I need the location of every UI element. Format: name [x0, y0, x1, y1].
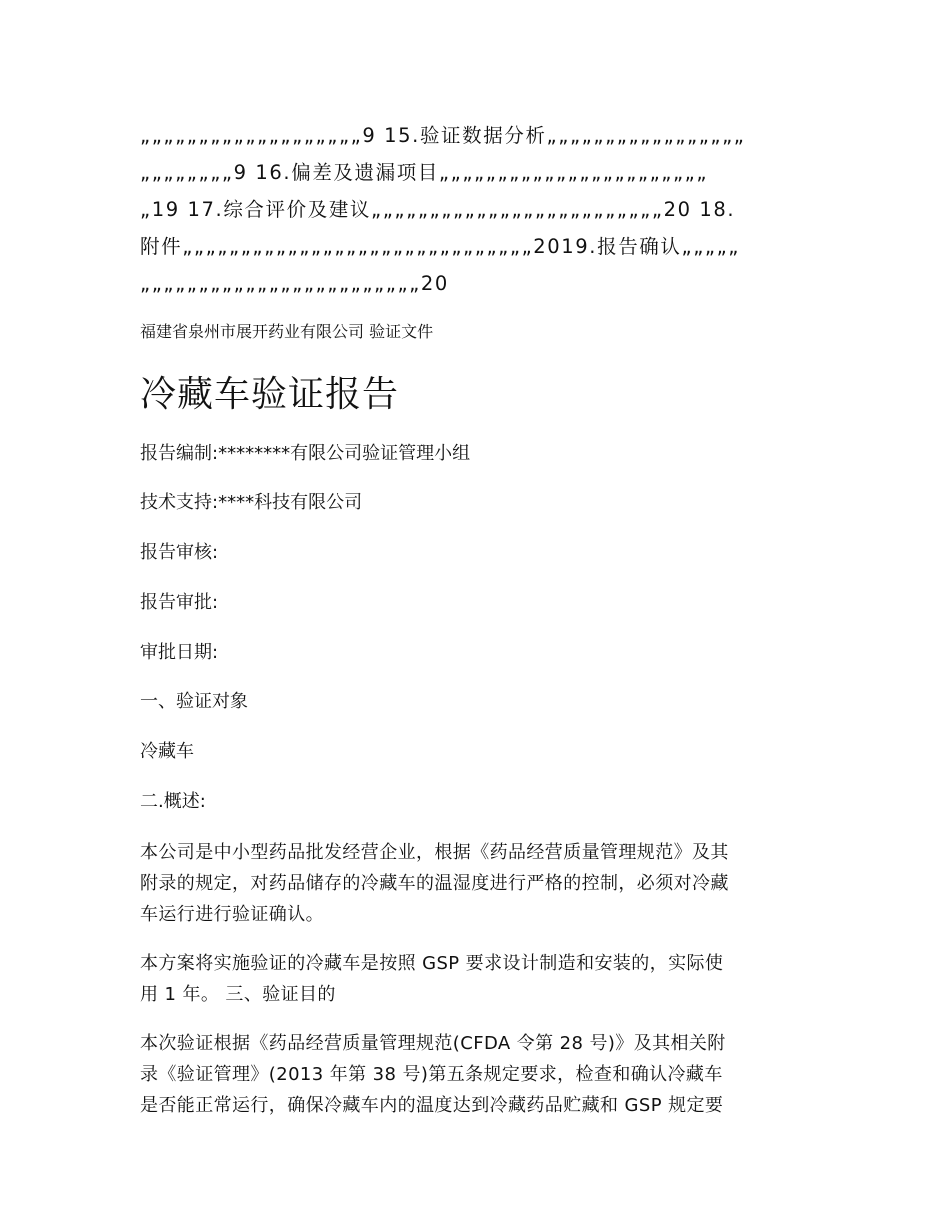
paragraph-line: 是否能正常运行，确保冷藏车内的温度达到冷藏药品贮藏和 GSP 规定要 — [140, 1095, 724, 1116]
purpose-paragraph — [140, 1028, 820, 1121]
toc-line: 附件„„„„„„„„„„„„„„„„„„„„„„„„„„„„„„2019.报告确认„„„„„ — [140, 235, 741, 258]
report-editor: 报告编制:********有限公司验证管理小组 — [140, 443, 471, 464]
report-review: 报告审核: — [140, 542, 219, 563]
section-heading: 二.概述: — [140, 791, 206, 812]
paragraph-line: 本方案将实施验证的冷藏车是按照 GSP 要求设计制造和安装的，实际使 — [140, 953, 724, 974]
toc-line: „„„„„„„„„„„„„„„„„„„9 15.验证数据分析„„„„„„„„„„„„„„„„„ — [140, 124, 746, 147]
section-body: 冷藏车 — [140, 741, 194, 762]
company-header: 福建省泉州市展开药业有限公司 验证文件 — [140, 322, 434, 341]
section-heading: 一、验证对象 — [140, 691, 248, 712]
report-approve: 报告审批: — [140, 592, 219, 613]
toc-line: „„„„„„„„9 16.偏差及遗漏项目„„„„„„„„„„„„„„„„„„„„„„„ — [140, 161, 709, 184]
overview-paragraph — [140, 948, 820, 1010]
paragraph-line: 本公司是中小型药品批发经营企业，根据《药品经营质量管理规范》及其 — [140, 842, 729, 863]
paragraph-line: 车运行进行验证确认。 — [140, 904, 324, 925]
overview-paragraph — [140, 837, 820, 930]
paragraph-line: 本次验证根据《药品经营质量管理规范(CFDA 令第 28 号)》及其相关附 — [140, 1033, 726, 1054]
paragraph-line: 附录的规定，对药品储存的冷藏车的温湿度进行严格的控制，必须对冷藏 — [140, 873, 729, 894]
approve-date: 审批日期: — [140, 642, 219, 663]
document-title: 冷藏车验证报告 — [140, 374, 400, 415]
toc-line: „19 17.综合评价及建议„„„„„„„„„„„„„„„„„„„„„„„„„20 18. — [140, 198, 736, 221]
tech-support: 技术支持:****科技有限公司 — [140, 492, 363, 513]
paragraph-line: 用 1 年。 三、验证目的 — [140, 984, 336, 1005]
table-of-contents — [140, 117, 812, 302]
toc-line: „„„„„„„„„„„„„„„„„„„„„„„„20 — [140, 272, 449, 295]
paragraph-line: 录《验证管理》(2013 年第 38 号)第五条规定要求，检查和确认冷藏车 — [140, 1064, 723, 1085]
